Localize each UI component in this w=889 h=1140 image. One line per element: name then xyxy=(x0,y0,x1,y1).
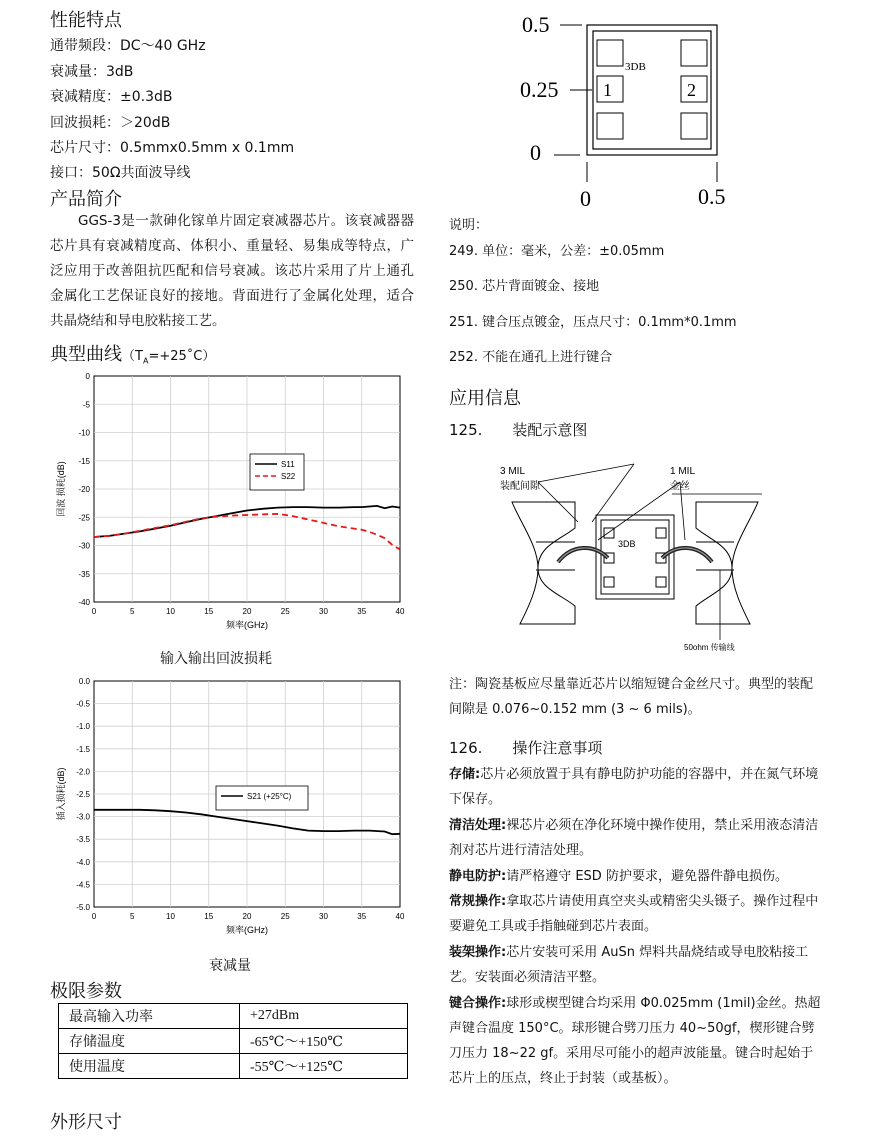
x-tick-label: 0 xyxy=(91,912,97,921)
limit-value: -65℃～+150℃ xyxy=(240,1029,408,1054)
chart2-caption: 衰减量 xyxy=(209,958,251,974)
assembly-wire-label: 金丝 xyxy=(670,481,690,492)
assembly-num: 125. xyxy=(449,421,483,439)
x-tick-label: 40 xyxy=(395,607,405,616)
x-tick-label: 25 xyxy=(280,607,290,616)
table-row xyxy=(59,1004,408,1029)
chart1-plot xyxy=(55,372,405,630)
handling-text: 芯片安装可采用 AuSn 焊料共晶烧结或导电胶粘接工艺。安装面必须清洁平整。 xyxy=(449,945,809,985)
return-loss-chart xyxy=(50,368,420,640)
legend-label: S22 xyxy=(281,472,296,481)
curves-heading xyxy=(50,340,215,366)
features-heading: 性能特点 xyxy=(50,10,122,31)
y-tick-label: -1.5 xyxy=(76,744,90,754)
chart1-caption: 输入输出回波损耗 xyxy=(160,651,272,667)
handling-subheading xyxy=(449,737,602,758)
limits-table xyxy=(58,1003,408,1079)
x-tick-label: 35 xyxy=(357,607,367,616)
handling-item-esd xyxy=(449,864,821,889)
legend-box xyxy=(250,454,304,490)
x-axis-label: 频率(GHz) xyxy=(226,925,268,935)
y-tick-label: -25 xyxy=(78,513,90,523)
intro-text: GGS-3是一款砷化镓单片固定衰减器芯片。该衰减器器芯片具有衰减精度高、体积小、重量轻、易集成等特点，广泛应用于改善阻抗匹配和信号衰减。该芯片采用了片上通孔金属化工艺保证良好的接地。背面进行了金属化处理，适合共晶烧结和导电胶粘接工艺。 xyxy=(50,213,414,329)
outline-x-label: 0.5 xyxy=(698,184,726,209)
limit-value: +27dBm xyxy=(240,1004,408,1029)
note-item: 252. 不能在通孔上进行键合 xyxy=(449,350,613,365)
x-tick-label: 40 xyxy=(395,912,405,921)
y-tick-label: -20 xyxy=(78,485,90,494)
y-tick-label: -2.0 xyxy=(76,767,90,777)
y-tick-label: -2.5 xyxy=(76,790,90,799)
assembly-chip-label: 3DB xyxy=(618,539,636,549)
assembly-note: 注：陶瓷基板应尽量靠近芯片以缩短键合金丝尺寸。典型的装配间隙是 0.076~0.152 mm (3 ~ 6 mils)。 xyxy=(449,677,814,717)
handling-label: 存储: xyxy=(449,767,481,782)
curves-heading-cond: $(T_A=+25˚C)$ xyxy=(122,349,216,366)
x-tick-label: 30 xyxy=(319,912,328,921)
x-tick-label: 5 xyxy=(130,607,135,616)
x-tick-label: 5 xyxy=(130,912,135,921)
note-item: 251. 键合压点镀金，压点尺寸：0.1mm*0.1mm xyxy=(449,315,737,330)
x-tick-label: 20 xyxy=(242,912,252,921)
outline-pad1: 1 xyxy=(603,80,612,100)
feature-line: 接口：50Ω共面波导线 xyxy=(50,165,191,181)
feature-line: 芯片尺寸：0.5mmx0.5mm x 0.1mm xyxy=(50,140,295,156)
y-tick-label: 0 xyxy=(85,372,90,381)
y-tick-label: -30 xyxy=(78,541,90,551)
x-tick-label: 15 xyxy=(204,912,214,921)
outline-y-label: 0.5 xyxy=(522,12,550,37)
assembly-diagram xyxy=(500,458,790,658)
limit-name: 最高输入功率 xyxy=(59,1004,240,1029)
y-tick-label: -3.5 xyxy=(76,835,90,845)
y-tick-label: -3.0 xyxy=(76,812,90,822)
assembly-title: 装配示意图 xyxy=(512,421,588,439)
feature-line: 通带频段：DC～40 GHz xyxy=(50,38,206,54)
handling-text: 拿取芯片请使用真空夹头或精密尖头镊子。操作过程中要避免工具或手指触碰到芯片表面。 xyxy=(449,894,819,934)
legend-label: S21 (+25°C) xyxy=(247,792,292,801)
y-tick-label: -40 xyxy=(78,598,90,607)
assembly-gap-label: 3 MIL xyxy=(500,466,526,477)
outline-y-label: 0.25 xyxy=(520,77,559,102)
feature-line: 衰减精度：±0.3dB xyxy=(50,89,173,105)
handling-label: 键合操作: xyxy=(449,996,507,1011)
limit-name: 存储温度 xyxy=(59,1029,240,1054)
x-tick-label: 15 xyxy=(204,607,214,616)
handling-num: 126. xyxy=(449,739,483,757)
y-tick-label: -0.5 xyxy=(76,699,90,709)
y-tick-label: -4.5 xyxy=(76,880,90,890)
table-row xyxy=(59,1054,408,1079)
handling-text: 裸芯片必须在净化环境中操作使用，禁止采用液态清洁剂对芯片进行清洁处理。 xyxy=(449,818,819,858)
curves-heading-text: 典型曲线 xyxy=(50,344,122,365)
table-row xyxy=(59,1029,408,1054)
note-item: 249. 单位：毫米，公差：±0.05mm xyxy=(449,244,665,259)
y-axis-label: 插入损耗(dB) xyxy=(56,767,66,821)
limits-heading: 极限参数 xyxy=(50,981,122,1002)
insertion-loss-chart xyxy=(50,673,420,945)
chart2-plot xyxy=(55,677,405,935)
x-tick-label: 25 xyxy=(280,912,290,921)
handling-item-storage xyxy=(449,762,821,812)
outline-drawing xyxy=(500,6,760,212)
y-tick-label: -15 xyxy=(78,456,90,466)
feature-line: 衰减量：3dB xyxy=(50,64,134,80)
assembly-subheading xyxy=(449,419,587,440)
outline-pad2: 2 xyxy=(687,80,696,100)
handling-title: 操作注意事项 xyxy=(512,739,603,757)
feature-line: 回波损耗：＞20dB xyxy=(50,115,171,131)
y-tick-label: -5.0 xyxy=(76,903,90,912)
x-tick-label: 10 xyxy=(166,912,175,921)
handling-text: 芯片必须放置于具有静电防护功能的容器中，并在氮气环境下保存。 xyxy=(449,767,819,807)
outline-heading: 外形尺寸 xyxy=(50,1112,122,1133)
notes-title: 说明： xyxy=(449,218,489,233)
handling-text: 球形或楔型键合均采用 Φ0.025mm (1mil)金丝。热超声键合温度 150°C。球形键合劈刀压力 40~50gf，楔形键合劈刀压力 18~22 gf。采用尽可能小的超声波能量。键合时起始于芯片上的压点，终止于封装（或基板）。 xyxy=(449,996,821,1086)
assembly-line-label: 50ohm 传输线 xyxy=(684,643,735,652)
x-tick-label: 0 xyxy=(91,607,97,616)
x-axis-label: 频率(GHz) xyxy=(226,620,268,630)
handling-item-cleaning xyxy=(449,813,821,863)
outline-chip-label: 3DB xyxy=(625,61,646,73)
y-tick-label: 0.0 xyxy=(78,677,90,686)
handling-item-bonding xyxy=(449,991,821,1091)
note-item: 250. 芯片背面镀金、接地 xyxy=(449,279,600,294)
limit-name: 使用温度 xyxy=(59,1054,240,1079)
x-tick-label: 10 xyxy=(166,607,175,616)
handling-label: 静电防护: xyxy=(449,869,507,884)
limit-value: -55℃～+125℃ xyxy=(240,1054,408,1079)
assembly-wire-label: 1 MIL xyxy=(670,466,696,477)
y-tick-label: -35 xyxy=(78,569,90,579)
y-tick-label: -5 xyxy=(82,400,90,410)
assembly-gap-label: 装配间隙 xyxy=(500,481,540,492)
handling-item-mounting xyxy=(449,940,821,990)
application-heading: 应用信息 xyxy=(449,388,521,409)
intro-heading: 产品简介 xyxy=(50,189,122,210)
handling-label: 常规操作: xyxy=(449,894,507,909)
y-tick-label: -10 xyxy=(78,428,90,438)
handling-item-general xyxy=(449,889,821,939)
x-tick-label: 30 xyxy=(319,607,328,616)
outline-y-label: 0 xyxy=(530,140,541,165)
legend-label: S11 xyxy=(281,460,295,469)
handling-text: 请严格遵守 ESD 防护要求，避免器件静电损伤。 xyxy=(506,869,788,884)
x-tick-label: 20 xyxy=(242,607,252,616)
outline-x-label: 0 xyxy=(580,186,591,211)
handling-label: 装架操作: xyxy=(449,945,507,960)
y-tick-label: -1.0 xyxy=(76,722,90,732)
y-axis-label: 回波 损耗(dB) xyxy=(56,461,66,517)
x-tick-label: 35 xyxy=(357,912,367,921)
y-tick-label: -4.0 xyxy=(76,857,90,867)
handling-label: 清洁处理: xyxy=(449,818,507,833)
